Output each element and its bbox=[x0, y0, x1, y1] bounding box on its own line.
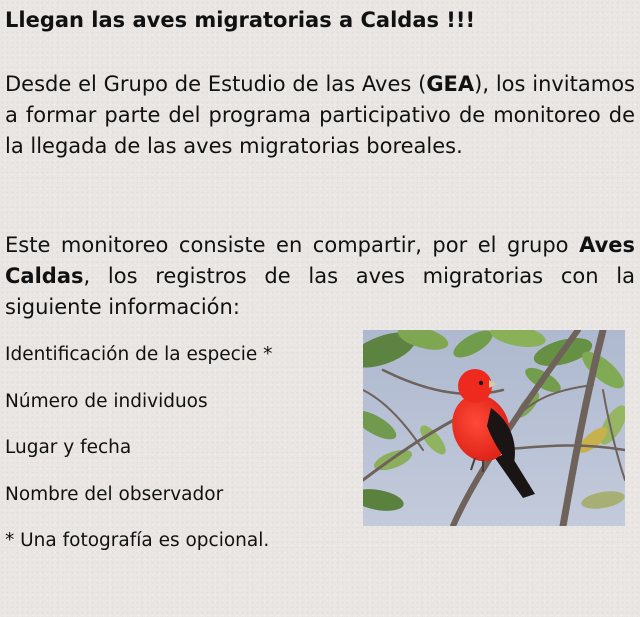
monitoring-text-after: , los registros de las aves migratorias con la siguiente información: bbox=[5, 264, 635, 319]
list-item-observer: Nombre del observador bbox=[5, 483, 224, 505]
intro-paragraph bbox=[5, 69, 635, 162]
monitoring-bold-group: Aves Caldas bbox=[5, 233, 635, 288]
page-title: Llegan las aves migratorias a Caldas !!! bbox=[5, 8, 476, 32]
info-list bbox=[5, 343, 355, 576]
list-item-species: Identificación de la especie * bbox=[5, 344, 273, 365]
intro-bold-gea: GEA bbox=[426, 72, 475, 96]
list-item-place-date: Lugar y fecha bbox=[5, 437, 132, 458]
list-item-count: Número de individuos bbox=[5, 390, 208, 412]
monitoring-text-before: Este monitoreo consiste en compartir, por el grupo bbox=[5, 233, 580, 257]
list-item-photo-note: * Una fotografía es opcional. bbox=[5, 530, 270, 551]
red-bird-photo bbox=[363, 330, 625, 526]
intro-text-after: ), los invitamos a formar parte del programa participativo de monitoreo de la llegada de las aves migratorias boreales. bbox=[5, 72, 635, 158]
red-bird-illustration bbox=[363, 330, 625, 526]
intro-text-before: Desde el Grupo de Estudio de las Aves ( bbox=[5, 72, 427, 96]
monitoring-paragraph bbox=[5, 230, 635, 323]
